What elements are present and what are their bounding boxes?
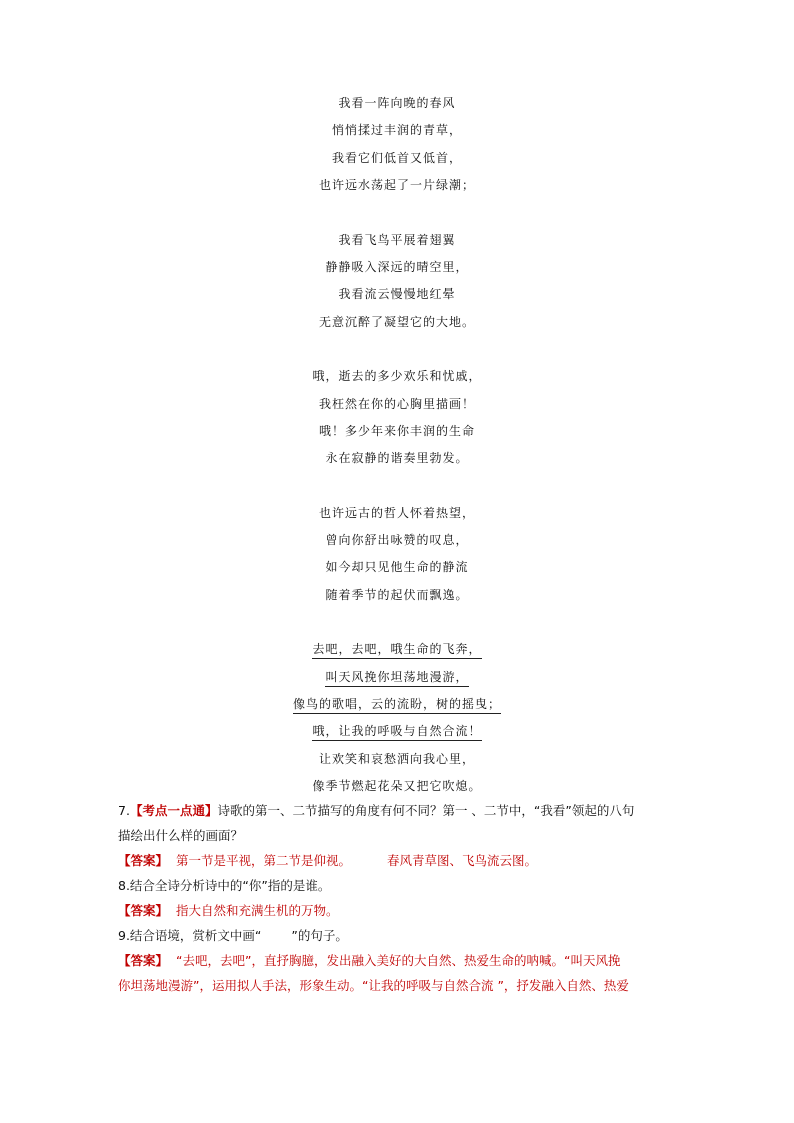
answer-7	[118, 848, 678, 873]
underlined-text: 去吧，去吧，哦生命的飞奔，	[312, 642, 481, 659]
poem-line: 我枉然在你的心胸里描画！	[318, 396, 475, 411]
poem	[0, 90, 794, 801]
answer-text: 指大自然和充满生机的万物。	[176, 903, 339, 918]
poem-line: 随着季节的起伏而飘逸。	[325, 587, 469, 602]
question-text: 9.结合语境，赏析文中画“	[118, 928, 262, 943]
poem-stanza-4	[0, 500, 794, 610]
poem-line: 哦，逝去的多少欢乐和忧戚，	[312, 369, 482, 384]
poem-line: 像季节燃起花朵又把它吹熄。	[312, 779, 482, 794]
answer-9-continued	[118, 973, 678, 998]
answer-label: 【答案】	[118, 853, 169, 868]
poem-line: 也许远水荡起了一片绿潮；	[318, 178, 475, 193]
poem-line-underlined	[0, 636, 794, 663]
answer-9	[118, 948, 678, 973]
answer-text: 你坦荡地漫游	[118, 978, 194, 993]
poem-line: 曾向你舒出咏赞的叹息，	[325, 533, 469, 548]
poem-line: 让欢笑和哀愁洒向我心里，	[318, 751, 475, 766]
question-text: ”的句子。	[291, 928, 348, 943]
underlined-text: 哦，让我的呼吸与自然合流！	[312, 724, 481, 741]
poem-line: 无意沉醉了凝望它的大地。	[318, 314, 475, 329]
answer-text: ”，运用拟人手法，形象生动。“让我的呼吸与自然合流 ”，抒发融入自然、热爱	[193, 978, 629, 993]
answer-8	[118, 898, 678, 923]
poem-stanza-3	[0, 363, 794, 473]
poem-line-underlined	[0, 664, 794, 691]
poem-line-underlined	[0, 691, 794, 718]
question-9	[118, 923, 678, 948]
poem-line: 我看一阵向晚的春风	[338, 96, 456, 110]
poem-line: 哦！多少年来你丰润的生命	[318, 423, 475, 438]
poem-line-underlined	[0, 718, 794, 745]
poem-line: 静静吸入深远的晴空里，	[325, 259, 469, 274]
question-text: 诗歌的第一、二节描写的角度有何不同？第一 、二节中，“我看”领起的八句	[217, 803, 635, 818]
questions-and-answers	[118, 798, 678, 998]
poem-line: 也许远古的哲人怀着热望，	[318, 505, 475, 520]
topic-tag: 【考点一点通】	[129, 803, 218, 818]
poem-line: 我看飞鸟平展着翅翼	[338, 232, 456, 247]
answer-text: 春风青草图、飞鸟流云图。	[387, 853, 538, 868]
poem-line: 如今却只见他生命的静流	[325, 560, 469, 575]
answer-label: 【答案】	[118, 953, 169, 968]
poem-line: 永在寂静的谐奏里勃发。	[325, 451, 469, 466]
poem-stanza-5	[0, 636, 794, 800]
poem-line: 悄悄揉过丰润的青草，	[331, 123, 462, 138]
question-7	[118, 798, 678, 823]
underlined-text: 像鸟的歌唱，云的流盼，树的摇曳；	[293, 697, 501, 714]
poem-stanza-2	[0, 227, 794, 337]
answer-label: 【答案】	[118, 903, 169, 918]
question-number: 7.	[118, 803, 130, 818]
question-7-continued: 描绘出什么样的画面？	[118, 828, 244, 843]
answer-text: “去吧，去吧”，直抒胸臆，发出融入美好的大自然、热爱生命的呐喊。“叫天风挽	[176, 953, 621, 968]
poem-stanza-1	[0, 90, 794, 200]
poem-line: 我看它们低首又低首，	[331, 150, 462, 165]
question-8: 8.结合全诗分析诗中的“你”指的是谁。	[118, 878, 331, 893]
answer-text: 第一节是平视，第二节是仰视。	[176, 853, 352, 868]
poem-line: 我看流云慢慢地红晕	[338, 287, 456, 302]
underlined-text: 叫天风挽你坦荡地漫游，	[325, 670, 468, 687]
